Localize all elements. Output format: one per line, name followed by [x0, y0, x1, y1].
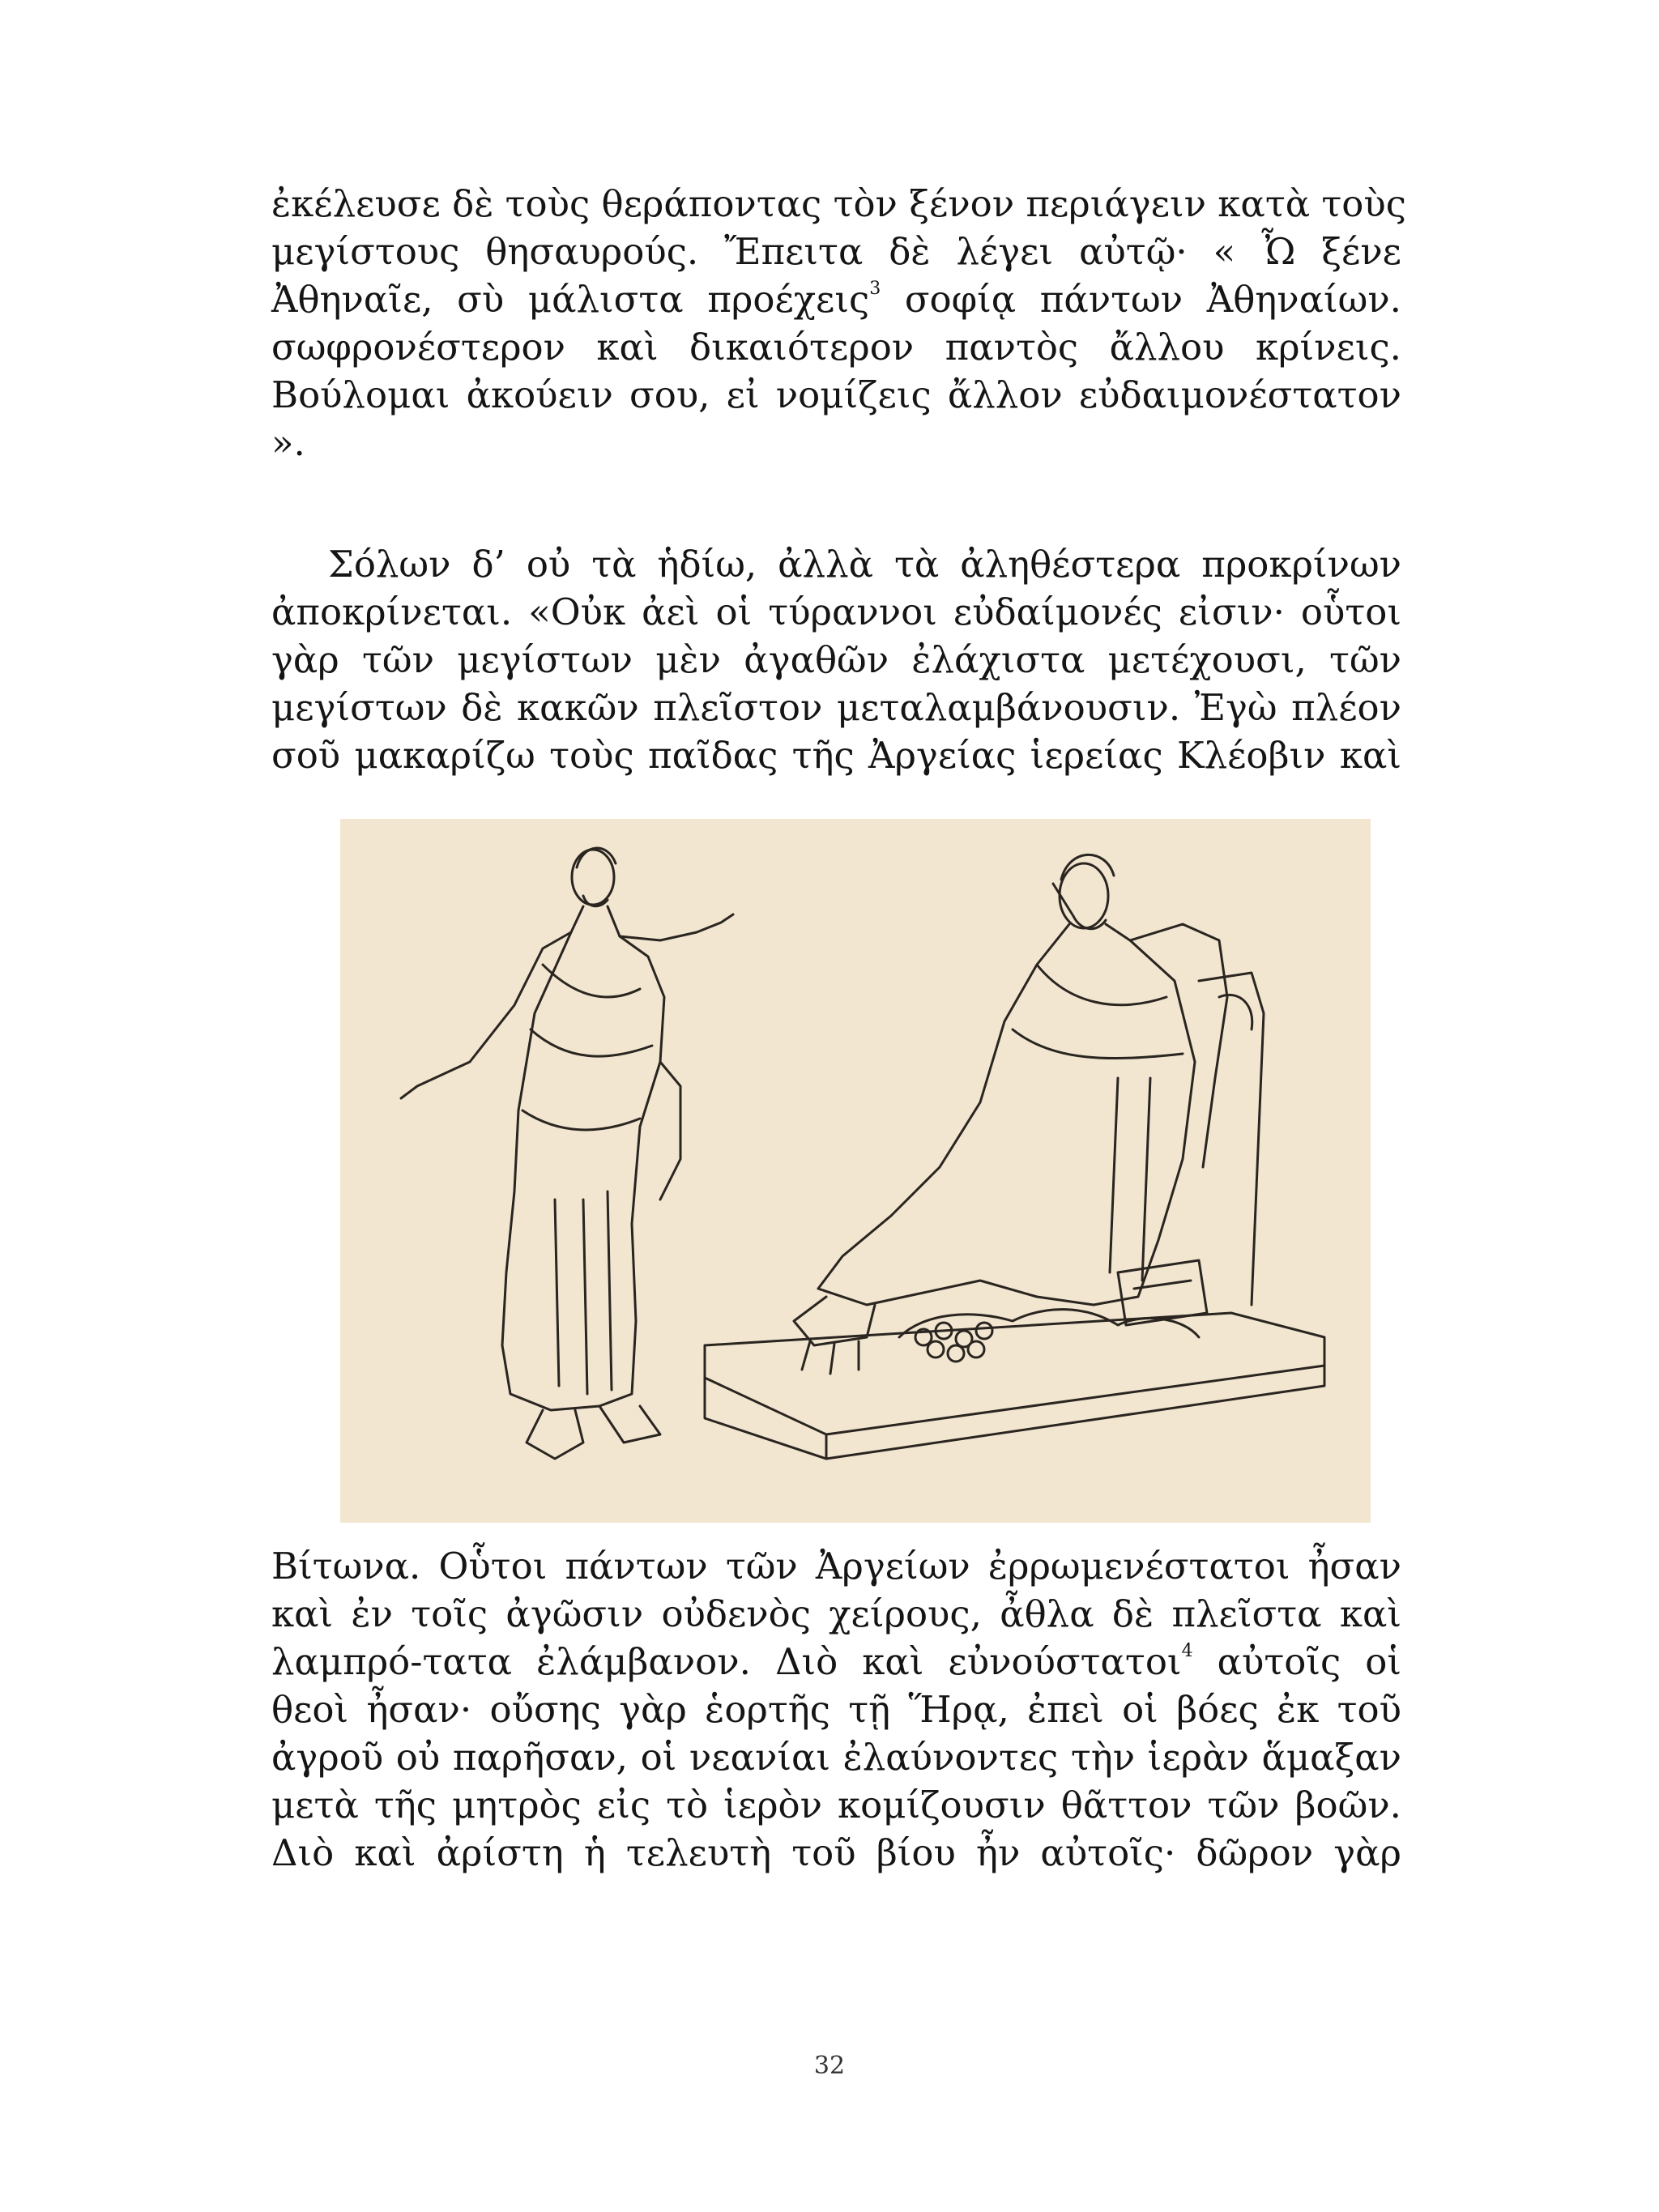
text-line: Βούλομαι ἀκούειν σου, εἰ νομίζεις ἄλλον εὐδαιμονέστατον	[271, 373, 1401, 416]
stepped-platform	[705, 1313, 1324, 1459]
footnote-marker: 3	[869, 279, 881, 299]
text-line: σωφρονέστερον καὶ δικαιότερον παντὸς ἄλλου κρίνεις.	[271, 326, 1401, 369]
text-line: ἀγροῦ οὐ παρῆσαν, οἱ νεανίαι ἐλαύνοντες τὴν ἱερὰν ἅμαξαν	[271, 1736, 1401, 1779]
paragraph-cleobis-biton	[271, 1542, 1401, 1877]
text-line: ἐκέλευσε δὲ τοὺς θεράποντας τὸν ξένον περιάγειν κατὰ τοὺς	[271, 182, 1406, 225]
paragraph-solon-reply	[271, 540, 1401, 779]
text-line: μετὰ τῆς μητρὸς εἰς τὸ ἱερὸν κομίζουσιν θᾶττον τῶν βοῶν.	[271, 1784, 1401, 1826]
text-line	[271, 275, 1401, 323]
text-line: ».	[271, 421, 305, 464]
text-line: Σόλων δ’ οὐ τὰ ἡδίω, ἀλλὰ τὰ ἀληθέστερα προκρίνων	[328, 543, 1401, 586]
text-line	[271, 1638, 1401, 1686]
page-number: 32	[813, 2052, 846, 2080]
text-fragment: λαμπρό-τατα ἐλάμβανον. Διὸ καὶ εὐνούστατοι	[271, 1640, 1182, 1683]
text-fragment: Ἀθηναῖε, σὺ μάλιστα προέχεις	[271, 278, 870, 321]
text-line: Βίτωνα. Οὗτοι πάντων τῶν Ἀργείων ἐρρωμενέστατοι ἦσαν	[271, 1545, 1401, 1588]
text-line: γὰρ τῶν μεγίστων μὲν ἀγαθῶν ἐλάχιστα μετέχουσι, τῶν	[271, 638, 1401, 681]
footnote-marker: 4	[1181, 1641, 1193, 1661]
text-line: Διὸ καὶ ἀρίστη ἡ τελευτὴ τοῦ βίου ἦν αὐτοῖς· δῶρον γὰρ	[271, 1831, 1401, 1874]
text-line: θεοὶ ἦσαν· οὔσης γὰρ ἑορτῆς τῇ Ἥρᾳ, ἐπεὶ οἱ βόες ἐκ τοῦ	[271, 1688, 1401, 1731]
seated-figure-croesus	[794, 855, 1227, 1374]
text-line: μεγίστους θησαυρούς. Ἔπειτα δὲ λέγει αὐτῷ· « Ὦ ξένε	[271, 230, 1401, 273]
text-line: μεγίστων δὲ κακῶν πλεῖστον μεταλαμβάνουσιν. Ἐγὼ πλέον	[271, 686, 1401, 729]
text-line: σοῦ μακαρίζω τοὺς παῖδας τῆς Ἀργείας ἱερείας Κλέοβιν καὶ	[271, 734, 1401, 777]
text-fragment: αὐτοῖς οἱ	[1192, 1640, 1401, 1683]
chair	[1199, 973, 1264, 1305]
illustration-solon-and-croesus	[340, 819, 1371, 1523]
treasure-pile	[899, 1260, 1207, 1362]
paragraph-croesus-speech	[271, 180, 1406, 467]
text-line: καὶ ἐν τοῖς ἀγῶσιν οὐδενὸς χείρους, ἆθλα δὲ πλεῖστα καὶ	[271, 1592, 1401, 1635]
text-fragment: σοφίᾳ πάντων Ἀθηναίων.	[881, 278, 1401, 321]
text-line: ἀποκρίνεται. «Οὐκ ἀεὶ οἱ τύραννοι εὐδαίμονές εἰσιν· οὗτοι	[271, 590, 1401, 633]
standing-figure-solon	[401, 848, 733, 1459]
